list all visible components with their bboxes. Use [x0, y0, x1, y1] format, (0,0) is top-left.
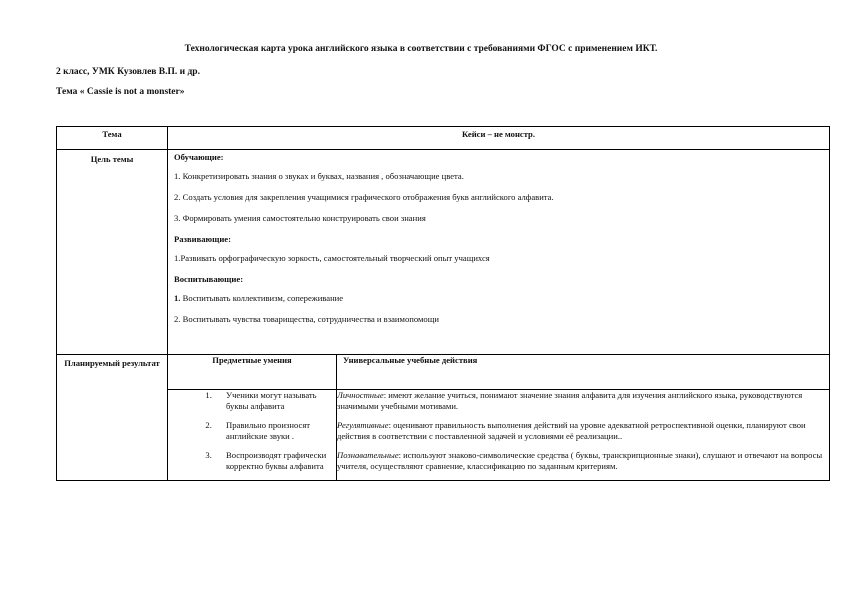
educating-goal-text: Воспитывать коллективизм, сопереживание	[180, 293, 344, 303]
educating-goal-number: 1.	[174, 293, 181, 303]
goal-row	[57, 150, 830, 355]
uud-label: Познавательные	[337, 450, 399, 460]
uud-label: Личностные	[337, 390, 384, 400]
planned-body-row	[168, 390, 829, 481]
educating-goal	[174, 293, 823, 304]
teaching-goal: 3. Формировать умения самостоятельно конструировать свои знания	[174, 213, 426, 223]
educating-goal-text: Воспитывать чувства товарищества, сотрудничества и взаимопомощи	[180, 314, 439, 324]
educating-title: Воспитывающие:	[174, 274, 244, 284]
developing-goal: 1.Развивать орфографическую зоркость, самостоятельный творческий опыт учащихся	[174, 253, 490, 263]
subject-skills-list	[168, 390, 336, 472]
educating-goal	[174, 314, 823, 325]
planned-inner-table	[168, 355, 829, 480]
topic-value: Кейси – не монстр.	[168, 127, 830, 150]
topic-label: Тема	[57, 127, 168, 150]
uud-text: : оценивают правильность выполнения действий на уровне адекватной ретроспективной оценки, планируют свои действия в соответствии с поставленной задачей и условиями её реализации..	[337, 420, 806, 441]
subject-skill-item: 1. Ученики могут называть буквы алфавита	[214, 390, 336, 412]
uud-label: Регулятивные	[337, 420, 389, 430]
uud-header: Универсальные учебные действия	[337, 355, 830, 390]
topic-line: Тема « Cassie is not a monster»	[56, 87, 185, 97]
planned-row	[57, 355, 830, 481]
subject-skills-header: Предметные умения	[168, 355, 337, 390]
uud-regulatory	[337, 420, 829, 442]
subject-skills-cell	[168, 390, 337, 481]
uud-cognitive	[337, 450, 829, 472]
planned-header-row	[168, 355, 829, 390]
uud-text: : имеют желание учиться, понимают значение знания алфавита для изучения английского языка, руководствуются значимыми учебными мотивами.	[337, 390, 803, 411]
teaching-goal: 1. Конкретизировать знания о звуках и буквах, названия , обозначающие цвета.	[174, 171, 464, 181]
topic-row	[57, 127, 830, 150]
goal-content	[168, 150, 830, 355]
document-title: Технологическая карта урока английского языка в соответствии с требованиями ФГОС с применением ИКТ.	[184, 44, 658, 54]
planned-content	[168, 355, 830, 481]
uud-cell	[337, 390, 830, 481]
subject-skill-item: 2. Правильно произносят английские звуки .	[214, 420, 336, 442]
developing-title: Развивающие:	[174, 234, 231, 244]
goal-label: Цель темы	[57, 150, 168, 355]
class-line: 2 класс, УМК Кузовлев В.П. и др.	[56, 67, 200, 77]
subject-skill-item: 3. Воспроизводят графически корректно буквы алфавита	[214, 450, 336, 472]
planned-label: Планируемый результат	[57, 355, 168, 481]
educating-goal-number: 2.	[174, 314, 181, 324]
uud-text: : используют знаково-символические средства ( буквы, транскрипционные знаки), слушают и отвечают на вопросы учителя, осуществляют сравнение, классификацию по заданным критериям.	[337, 450, 823, 471]
teaching-goal: 2. Создать условия для закрепления учащимися графического отображения букв английского алфавита.	[174, 192, 554, 202]
uud-personal	[337, 390, 829, 412]
teaching-title: Обучающие:	[174, 152, 224, 162]
lesson-map-table	[56, 126, 830, 481]
